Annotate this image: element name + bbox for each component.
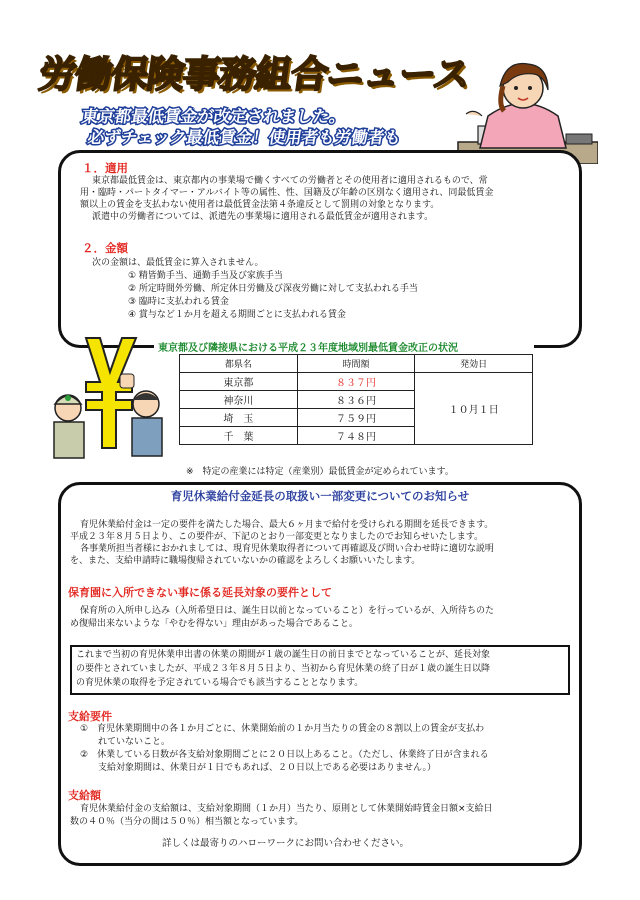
prefecture-cell: 千 葉 bbox=[180, 427, 298, 445]
requirements-heading: 支給要件 bbox=[68, 710, 112, 723]
section1-para-line: 額以上の賃金を支払わない使用者は最低賃金法第４条違反として罰則の対象となります。 bbox=[80, 200, 440, 210]
newsletter-title: 労働保険事務組合ニュース bbox=[36, 53, 473, 96]
table-header-row bbox=[180, 355, 533, 373]
prefecture-cell: 東京都 bbox=[180, 373, 298, 391]
section1-para-line: 東京都最低賃金は、東京都内の事業場で働くすべての労働者とその使用者に適用されるもので、常 bbox=[92, 176, 488, 186]
section2-item: ② 所定時間外労働、所定休日労働及び深夜労働に対して支払われる手当 bbox=[128, 284, 418, 294]
notice-para-line: 平成２３年８月５日より、この要件が、下記のとおり一部変更となりましたのでお知らせいたします。 bbox=[70, 532, 484, 542]
framed-notice-line: の育児休業の取得を予定されている場合でも該当することとなります。 bbox=[76, 678, 364, 688]
wage-table-title: 東京都及び隣接県における平成２３年度地域別最低賃金改正の状況 bbox=[154, 339, 534, 354]
minimum-wage-table bbox=[179, 354, 533, 445]
requirement-line: れていないこと。 bbox=[80, 737, 171, 747]
wage-cell: ８３７円 bbox=[297, 373, 415, 391]
amount-line: 数の４０％（当分の間は５０％）相当額となっています。 bbox=[70, 817, 304, 827]
prefecture-cell: 神奈川 bbox=[180, 391, 298, 409]
framed-notice-line: の要件とされていましたが、平成２３年８月５日より、当初から育児休業の終了日が１歳の誕生日以降 bbox=[76, 664, 491, 674]
wage-cell: ８３６円 bbox=[297, 391, 415, 409]
section2-intro: 次の金額は、最低賃金に算入されません。 bbox=[92, 258, 264, 268]
section2-item: ① 精皆勤手当、通勤手当及び家族手当 bbox=[128, 271, 283, 281]
nursery-para-line: め復帰出来ないような「やむを得ない」理由があった場合であること。 bbox=[70, 619, 358, 629]
section1-para-dispatch: 派遣中の労働者については、派遣先の事業場に適用される最低賃金が適用されます。 bbox=[92, 212, 434, 222]
framed-notice-line: これまで当初の育児休業申出書の休業の期間が１歳の誕生日の前日までとなっていることが、延長対象 bbox=[76, 650, 491, 660]
table-row bbox=[180, 373, 533, 391]
section1-para-line: 用・臨時・パートタイマー・アルバイト等の属性、性、国籍及び年齢の区別なく適用され、同最低賃金 bbox=[80, 188, 494, 198]
section1-heading: １．適用 bbox=[82, 161, 128, 175]
wage-cell: ７４８円 bbox=[297, 427, 415, 445]
nursery-para-line: 保育所の入所申し込み（入所希望日は、誕生日以前となっていること）を行っているが、入所待ちのた bbox=[80, 606, 495, 616]
section2-item: ③ 臨時に支払われる賃金 bbox=[128, 297, 229, 307]
requirement-line: ① 育児休業期間中の各１か月ごとに、休業開始前の１か月当たりの賃金の８割以上の賃金が支払わ bbox=[80, 724, 485, 734]
column-header-effective-date: 発効日 bbox=[415, 355, 533, 373]
requirement-line: 支給対象期間は、休業日が１日でもあれば、２０日以上である必要はありません。） bbox=[80, 763, 437, 773]
prefecture-cell: 埼 玉 bbox=[180, 409, 298, 427]
notice-title: 育児休業給付金延長の取扱い一部変更についてのお知らせ bbox=[170, 489, 470, 503]
notice-para-line: 各事業所担当者様におかれましては、現育児休業取得者について再確認及び問い合わせ時に適切な説明 bbox=[80, 544, 494, 554]
subtitle-line-2: 必ずチェック最低賃金！使用者も労働者も bbox=[86, 128, 403, 147]
industry-wage-note: ※ 特定の産業には特定（産業別）最低賃金が定められています。 bbox=[186, 467, 454, 477]
footer-contact-note: 詳しくは最寄りのハローワークにお問い合わせください。 bbox=[162, 838, 410, 849]
column-header-hourly-wage: 時間額 bbox=[297, 355, 415, 373]
woman-at-desk-illustration bbox=[448, 56, 598, 164]
section2-item: ④ 賞与など１か月を超える期間ごとに支払われる賃金 bbox=[128, 310, 346, 320]
amount-line: 育児休業給付金の支給額は、支給対象期間（１か月）当たり、原則として休業開始時賃金日額×支給日 bbox=[80, 804, 493, 814]
subtitle-line-1: 東京都最低賃金が改定されました。 bbox=[80, 107, 348, 126]
notice-para-line: を、また、支給申請時に職場復帰されていないかの確認をよろしくお願いいたします。 bbox=[70, 556, 421, 566]
effective-date-cell: １０月１日 bbox=[415, 373, 533, 445]
wage-cell: ７５９円 bbox=[297, 409, 415, 427]
notice-para-line: 育児休業給付金は一定の要件を満たした場合、最大６ヶ月まで給付を受けられる期間を延長できます。 bbox=[80, 520, 494, 530]
amount-heading: 支給額 bbox=[68, 789, 101, 802]
section2-heading: ２．金額 bbox=[82, 241, 128, 255]
nursery-heading: 保育園に入所できない事に係る延長対象の要件として bbox=[68, 586, 332, 599]
requirement-line: ② 休業している日数が各支給対象期間ごとに２０日以上あること。（ただし、休業終了日が含まれる bbox=[80, 750, 489, 760]
column-header-prefecture: 都県名 bbox=[180, 355, 298, 373]
